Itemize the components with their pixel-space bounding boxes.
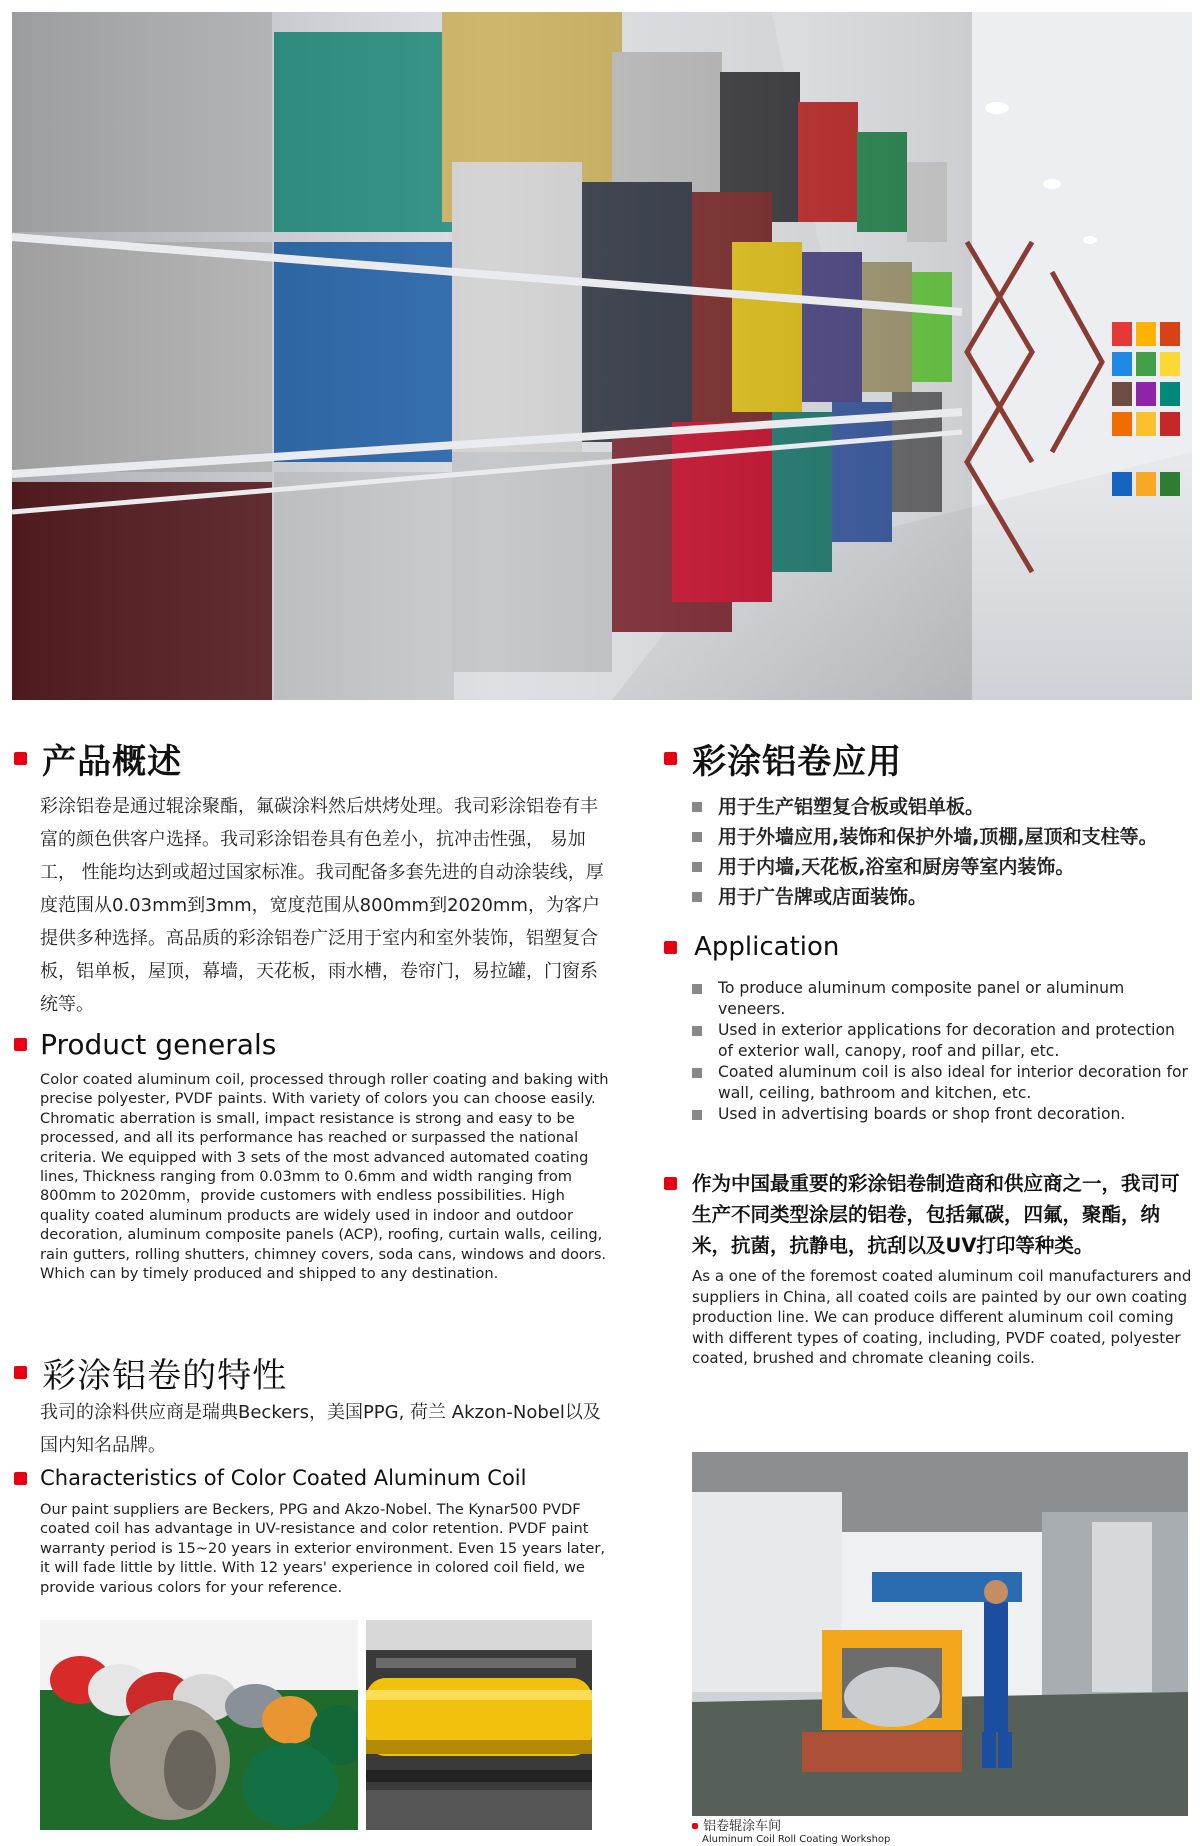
overview-heading-en: Product generals (14, 1028, 276, 1061)
gray-square-icon (692, 1068, 702, 1078)
gray-square-icon (692, 862, 702, 872)
features-heading-cn: 彩涂铝卷的特性 (14, 1348, 287, 1397)
list-item: Used in exterior applications for decoration and protection of exterior wall, canopy, roof and pillar, etc. (692, 1020, 1192, 1062)
gray-square-icon (692, 832, 702, 842)
workshop-photo (692, 1452, 1188, 1816)
yellow-coil-photo (366, 1620, 592, 1830)
application-heading-en: Application (664, 932, 839, 962)
overview-heading-cn: 产品概述 (14, 734, 182, 783)
list-item: Used in advertising boards or shop front decoration. (692, 1104, 1192, 1125)
overview-text-cn: 彩涂铝卷是通过辊涂聚酯，氟碳涂料然后烘烤处理。我司彩涂铝卷有丰富的颜色供客户选择。我司彩涂铝卷具有色差小，抗冲击性强， 易加工， 性能均达到或超过国家标准。我司配备多套先进的自动涂装线，厚度范围从0.03mm到3mm，宽度范围从800mm到2020mm，为客户提供多种选择。高品质的彩涂铝卷广泛用于室内和室外装饰，铝塑复合板，铝单板，屋顶，幕墙，天花板，雨水槽，卷帘门，易拉罐，门窗系统等。 (40, 796, 604, 1015)
gray-square-icon (692, 984, 702, 994)
manufacturer-text-en: As a one of the foremost coated aluminum coil manufacturers and suppliers in China, all coated coils are painted by our own coating production line. We can produce different aluminum coil coming with different types of coating, including, PVDF coated, polyester coated, brushed and chromate cleaning coils. (692, 1267, 1192, 1367)
gray-square-icon (692, 802, 702, 812)
list-item: 用于内墙,天花板,浴室和厨房等室内装饰。 (692, 852, 1192, 882)
red-bullet-icon (664, 941, 677, 954)
features-text-en: Our paint suppliers are Beckers, PPG and Akzo-Nobel. The Kynar500 PVDF coated coil has advantage in UV-resistance and color retention. PVDF paint warranty period is 15~20 years in exterior environment. Even 15 years later, it will fade little by little. With 12 years' experience in colored coil field, we provide various colors for your reference. (40, 1501, 605, 1596)
coil-showroom-image (12, 12, 1192, 700)
application-list-en (692, 978, 1192, 1125)
gray-square-icon (692, 1110, 702, 1120)
coils-photo (40, 1620, 358, 1830)
overview-text-en: Color coated aluminum coil, processed through roller coating and baking with precise polyester, PVDF paints. With variety of colors you can choose easily. Chromatic aberration is small, impact resistance is strong and easy to be processed, and all its performance has reached or surpassed the national criteria. We equipped with 3 sets of the most advanced automated coating lines, Thickness ranging from 0.03mm to 0.6mm and width ranging from 800mm to 2020mm，provide customers with endless possibilities. High quality coated aluminum products are widely used in indoor and outdoor decoration, aluminum composite panels (ACP), roofing, curtain walls, ceiling, rain gutters, rolling shutters, chimney covers, soda cans, windows and doors. Which can by timely produced and shipped to any destination. (40, 1071, 609, 1283)
gray-square-icon (692, 892, 702, 902)
features-text-cn: 我司的涂料供应商是瑞典Beckers，美国PPG, 荷兰 Akzon-Nobel以及国内知名品牌。 (40, 1402, 601, 1456)
list-item: Coated aluminum coil is also ideal for interior decoration for wall, ceiling, bathroom and kitchen, etc. (692, 1062, 1192, 1104)
list-item: To produce aluminum composite panel or aluminum veneers. (692, 978, 1192, 1020)
workshop-caption: 铝卷辊涂车间 Aluminum Coil Roll Coating Workshop (692, 1815, 890, 1845)
list-item: 用于广告牌或店面装饰。 (692, 882, 1192, 912)
red-bullet-icon (664, 1177, 677, 1190)
features-heading-en: Characteristics of Color Coated Aluminum Coil (14, 1466, 526, 1490)
application-heading-cn: 彩涂铝卷应用 (664, 734, 902, 783)
hero-photo (12, 12, 1192, 700)
red-bullet-icon (14, 1472, 27, 1485)
application-list-cn (692, 792, 1192, 912)
red-bullet-icon (14, 1038, 27, 1051)
manufacturer-block-cn: 作为中国最重要的彩涂铝卷制造商和供应商之一，我司可生产不同类型涂层的铝卷，包括氟碳，四氟，聚酯，纳米，抗菌，抗静电，抗刮以及UV打印等种类。 (664, 1168, 1194, 1261)
list-item: 用于生产铝塑复合板或铝单板。 (692, 792, 1192, 822)
red-bullet-icon (692, 1823, 698, 1829)
red-bullet-icon (664, 752, 677, 765)
gray-square-icon (692, 1026, 702, 1036)
list-item: 用于外墙应用,装饰和保护外墙,顶棚,屋顶和支柱等。 (692, 822, 1192, 852)
red-bullet-icon (14, 1366, 27, 1379)
red-bullet-icon (14, 752, 27, 765)
